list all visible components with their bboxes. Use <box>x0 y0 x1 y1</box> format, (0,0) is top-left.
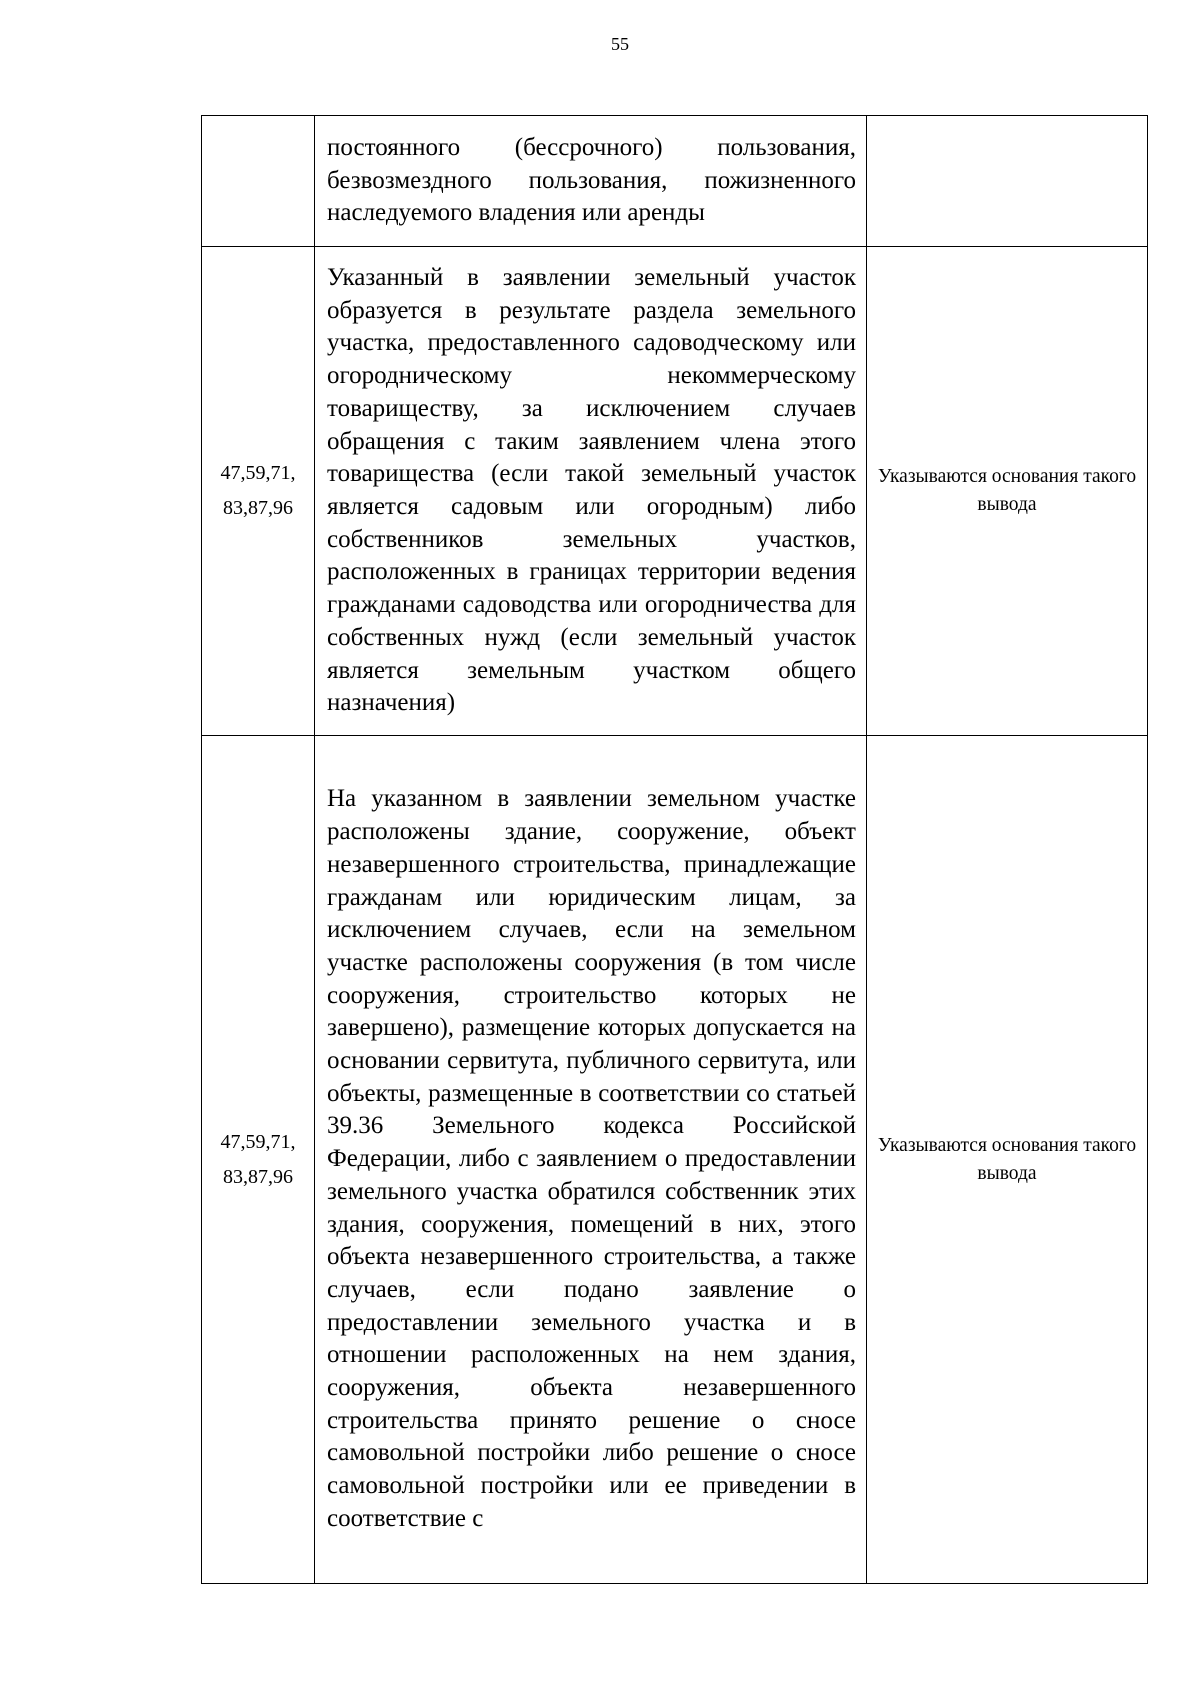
note-cell: Указываются основания такого вывода <box>867 247 1148 736</box>
table-row <box>202 116 1148 247</box>
reference-cell <box>202 116 315 247</box>
grounds-table <box>201 115 1148 1584</box>
ground-text-cell: Указанный в заявлении земельный участок образуется в результате раздела земельного участка, предоставленного садоводческому или огородническому некоммерческому товариществу, за исключением случаев обращения с таким заявлением члена этого товарищества (если такой земельный участок является садовым или огородным) либо собственников земельных участков, расположенных в границах территории ведения гражданами садоводства или огородничества для собственных нужд (если земельный участок является земельным участком общего назначения) <box>315 247 867 736</box>
reference-cell: 47,59,71, 83,87,96 <box>202 736 315 1584</box>
reference-cell: 47,59,71, 83,87,96 <box>202 247 315 736</box>
page-number: 55 <box>611 34 629 54</box>
note-cell <box>867 116 1148 247</box>
ground-text-cell: На указанном в заявлении земельном участке расположены здание, сооружение, объект незавершенного строительства, принадлежащие гражданам или юридическим лицам, за исключением случаев, если на земельном участке расположены сооружения (в том числе сооружения, строительство которых не завершено), размещение которых допускается на основании сервитута, публичного сервитута, или объекты, размещенные в соответствии со статьей 39.36 Земельного кодекса Российской Федерации, либо с заявлением о предоставлении земельного участка обратился собственник этих здания, сооружения, помещений в них, этого объекта незавершенного строительства, а также случаев, если подано заявление о предоставлении земельного участка и в отношении расположенных на нем здания, сооружения, объекта незавершенного строительства принято решение о сносе самовольной постройки либо решение о сносе самовольной постройки или ее приведении в соответствие с <box>315 736 867 1584</box>
ground-text-cell: постоянного (бессрочного) пользования, безвозмездного пользования, пожизненного наследуемого владения или аренды <box>315 116 867 247</box>
table-row <box>202 247 1148 736</box>
table-row <box>202 736 1148 1584</box>
note-cell: Указываются основания такого вывода <box>867 736 1148 1584</box>
